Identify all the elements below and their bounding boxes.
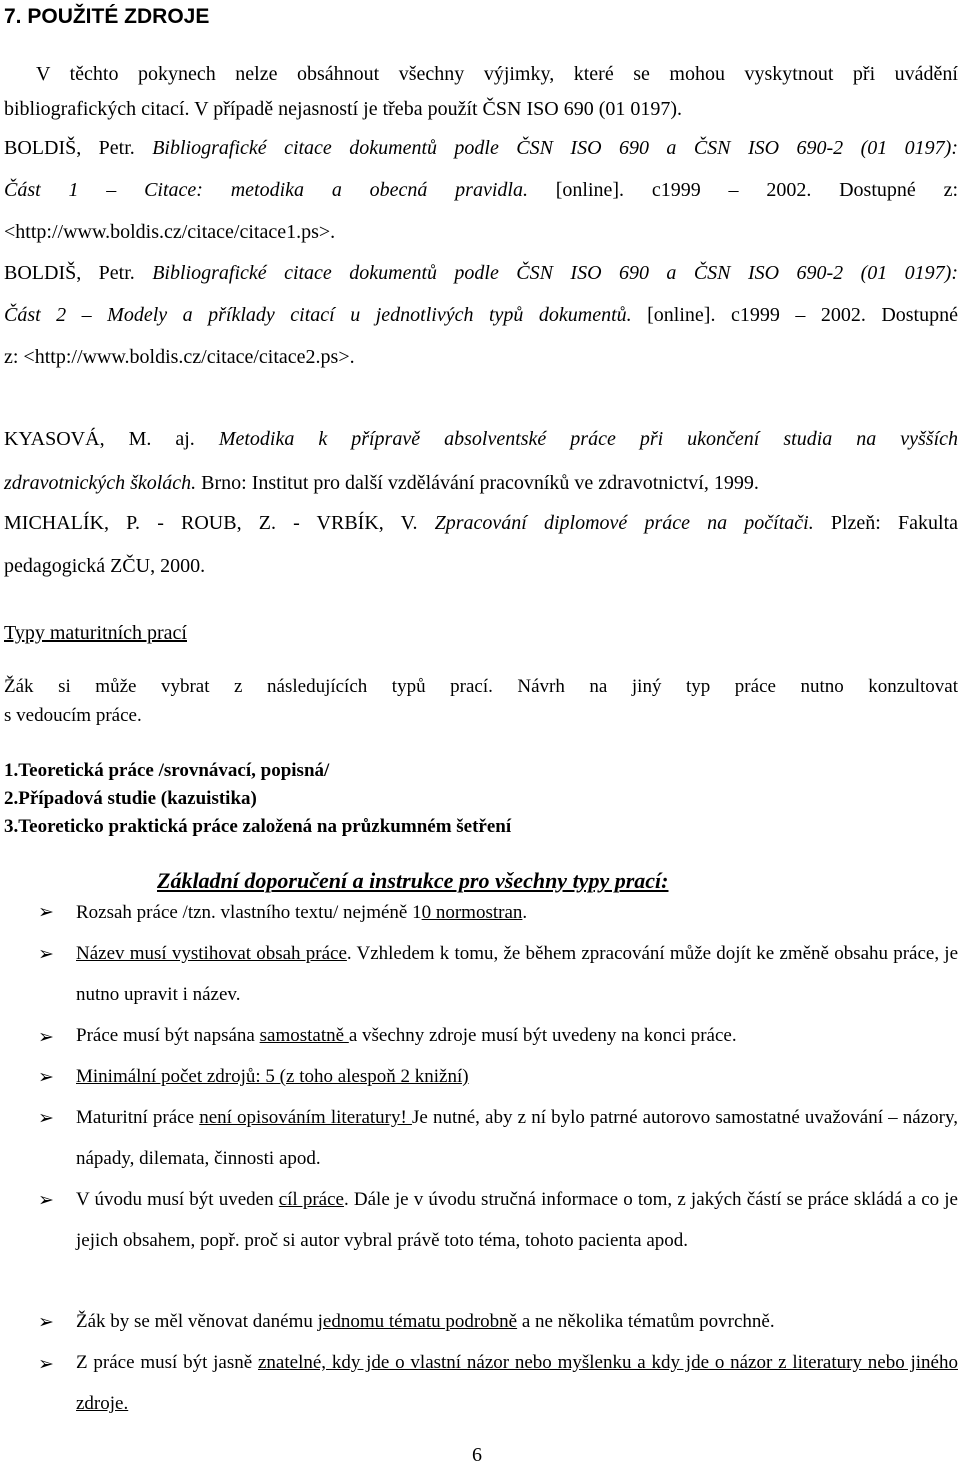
reference-4-line-1 [4,504,958,543]
ref4-rest-a: Plzeň: Fakulta [830,512,959,534]
reference-3-line-1 [4,420,958,459]
arrow-bullet-icon: ➢ [38,902,54,923]
rec2-underlined: Název musí vystihovat obsah práce [76,943,347,964]
ref3-rest: Brno: Institut pro další vzdělávání pracovníků ve zdravotnictví, 1999. [201,472,759,494]
rec1-underlined: 0 normostran [421,902,523,923]
rec1-end: . [522,902,528,923]
ref4-rest-b: pedagogická ZČU, 2000. [4,555,206,577]
arrow-bullet-icon: ➢ [38,1027,54,1048]
rec5-end: Je nutné, aby z ní bylo patrné autorovo samostatné uvažování – názory, nápady, dilemata, činnosti apod. [76,1107,958,1169]
type-item-3: 3.Teoreticko praktická práce založená na průzkumném šetření [4,816,512,837]
ref4-author: MICHALÍK, P. - ROUB, Z. - VRBÍK, V. [4,512,418,534]
rec-item-1 [76,892,958,933]
reference-1-line-1 [4,129,958,168]
arrow-bullet-icon: ➢ [38,1354,54,1375]
rec7-text: Žák by se měl věnovat danému [76,1311,318,1332]
reference-2-line-2 [4,296,958,335]
reference-3-line-2 [4,464,960,503]
ref2-title-a: Bibliografické citace dokumentů podle ČSN ISO 690 a ČSN ISO 690-2 (01 0197): [152,262,958,284]
intro-line-1: V těchto pokynech nelze obsáhnout všechny výjimky, které se mohou vyskytnout při uvádění [36,63,958,85]
rec3-end: a všechny zdroje musí být uvedeny na konci práce. [348,1025,737,1046]
rec2-text: . Vzhledem k tomu, že během zpracování může dojít ke změně obsahu práce, je nutno upravit i název. [76,943,958,1005]
reference-2-line-1 [4,254,958,293]
ref2-rest: [online]. c1999 – 2002. Dostupné [647,304,958,326]
rec-item-2 [76,933,958,1015]
rec7-underlined: jednomu tématu podrobně [317,1311,518,1332]
ref3-author: KYASOVÁ, M. aj. [4,428,195,450]
rec8-text: Z práce musí být jasně [76,1352,258,1373]
type-item-1: 1.Teoretická práce /srovnávací, popisná/ [4,760,330,781]
ref1-author: BOLDIŠ, Petr. [4,137,135,159]
rec3-underlined: samostatně [259,1025,349,1046]
rec3-text: Práce musí být napsána [76,1025,260,1046]
arrow-bullet-icon: ➢ [38,1067,54,1088]
rec5-text: Maturitní práce [76,1107,200,1128]
recommendations-heading: Základní doporučení a instrukce pro všechny typy prací: [157,868,669,893]
arrow-bullet-icon: ➢ [38,1190,54,1211]
rec-item-4 [76,1056,958,1097]
page-number: 6 [472,1444,482,1466]
reference-1-line-2 [4,171,958,210]
rec6-underlined: cíl práce [278,1189,344,1210]
types-intro-line-1: Žák si může vybrat z následujících typů prací. Návrh na jiný typ práce nutno konzultovat [4,676,958,697]
ref1-url: <http://www.boldis.cz/citace/citace1.ps>. [4,221,336,243]
ref1-rest: [online]. c1999 – 2002. Dostupné z: [555,179,959,201]
arrow-bullet-icon: ➢ [38,944,54,965]
section-heading: 7. POUŽITÉ ZDROJE [4,5,210,28]
rec-item-3 [76,1015,958,1056]
rec6-text: V úvodu musí být uveden [76,1189,279,1210]
ref3-title-a: Metodika k přípravě absolventské práce při ukončení studia na vyšších [218,428,959,450]
rec-item-5 [76,1097,958,1179]
rec8-underlined: znatelné, kdy jde o vlastní názor nebo myšlenku a kdy jde o názor z literatury nebo jiného zdroje. [76,1352,958,1414]
ref2-author: BOLDIŠ, Petr. [4,262,135,284]
arrow-bullet-icon: ➢ [38,1312,54,1333]
ref2-title-b: Část 2 – Modely a příklady citací u jednotlivých typů dokumentů. [4,304,632,326]
rec6-end: . Dále je v úvodu stručná informace o tom, z jakých částí se práce skládá a co je jejich obsahem, popř. proč si autor vybral právě toto téma, tohoto pacienta apod. [76,1189,958,1251]
rec4-underlined: Minimální počet zdrojů: 5 (z toho alespoň 2 knižní) [76,1066,469,1087]
ref1-title-a: Bibliografické citace dokumentů podle ČSN ISO 690 a ČSN ISO 690-2 (01 0197): [152,137,958,159]
ref3-title-b: zdravotnických školách. [4,472,197,494]
rec7-end: a ne několika tématům povrchně. [517,1311,775,1332]
type-item-2: 2.Případová studie (kazuistika) [4,788,257,809]
ref2-url: z: <http://www.boldis.cz/citace/citace2.ps>. [4,346,355,368]
intro-line-2: bibliografických citací. V případě nejasností je třeba použít ČSN ISO 690 (01 0197). [4,98,683,120]
rec1-text: Rozsah práce /tzn. vlastního textu/ nejméně 1 [76,902,422,923]
arrow-bullet-icon: ➢ [38,1108,54,1129]
rec5-underlined: není opisováním literatury! [199,1107,412,1128]
ref1-title-b: Část 1 – Citace: metodika a obecná pravidla. [4,179,528,201]
rec-item-8 [76,1342,958,1424]
ref4-title: Zpracování diplomové práce na počítači. [434,512,814,534]
types-heading: Typy maturitních prací [4,622,187,644]
rec-item-6 [76,1179,958,1261]
types-intro-line-2: s vedoucím práce. [4,705,142,726]
rec-item-7 [76,1301,958,1342]
